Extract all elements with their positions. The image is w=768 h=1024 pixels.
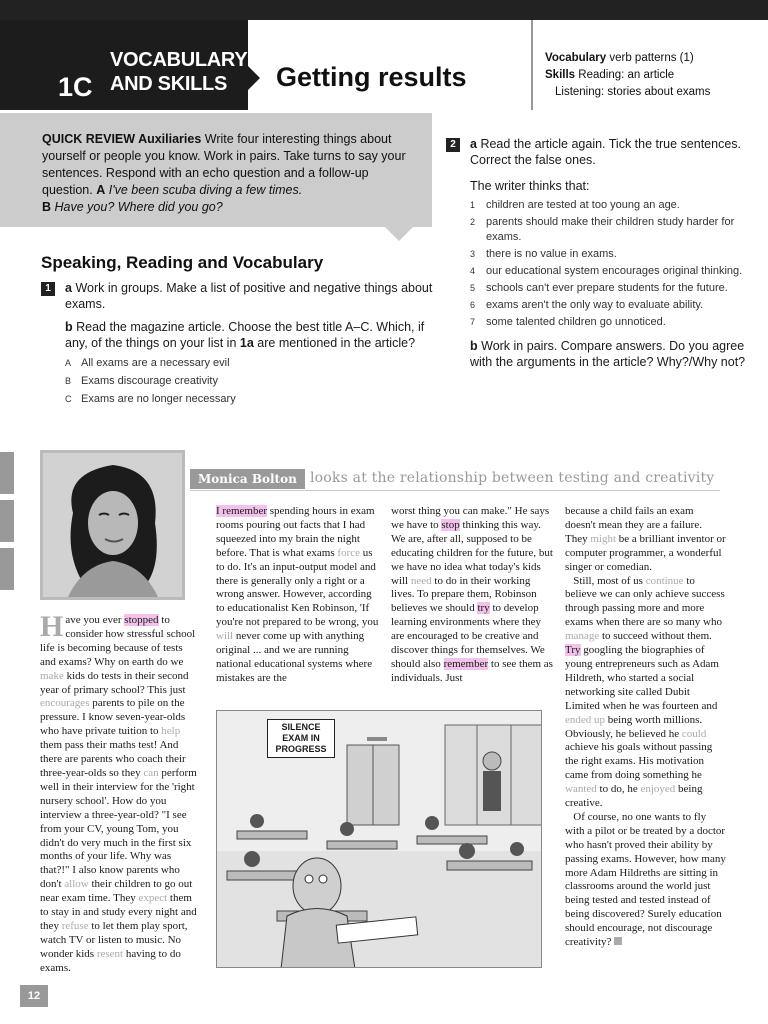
- lesson-number: 1C: [58, 72, 93, 102]
- key-verb: make: [40, 669, 64, 682]
- top-strip: [0, 0, 768, 20]
- quick-review-notch: [385, 227, 413, 241]
- key-verb: refuse: [61, 919, 89, 932]
- lesson-summary: Vocabulary verb patterns (1) Skills Reading: an article Listening: stories about exams: [545, 52, 711, 98]
- key-verb: resent: [96, 947, 124, 960]
- key-verb: need: [410, 574, 432, 587]
- article-column-2: I remember spending hours in exam rooms pouring out facts that I had squeezed into my brain the night before. That is what exams force us to do. It's an input-output model and there is generally only a right or a wrong answer. However, according to educationalist Ken Robinson, 'If you're not prepared to be wrong, you will never come up with anything original ... and we are running national educational systems where mistakes are the: [216, 505, 379, 684]
- list-item: 4 our educational system encourages original thinking.: [470, 265, 743, 277]
- classroom-illustration-icon: [217, 711, 542, 968]
- option-item: A All exams are a necessary evil: [65, 357, 230, 369]
- highlighted-word: stop: [441, 518, 460, 531]
- key-verb: might: [590, 532, 617, 545]
- option-item: C Exams are no longer necessary: [65, 393, 236, 405]
- author-name: Monica Bolton: [190, 469, 305, 489]
- exam-room-cartoon: [216, 710, 542, 968]
- article-subtitle: looks at the relationship between testing and creativity: [310, 470, 715, 486]
- lesson-name: VOCABULARY AND SKILLS: [110, 49, 248, 95]
- highlighted-word: remember: [443, 657, 489, 670]
- key-verb: could: [681, 727, 707, 740]
- side-tab: [0, 500, 14, 542]
- key-verb: encourages: [40, 697, 90, 710]
- highlighted-word: try: [477, 602, 490, 615]
- key-verb: allow: [64, 878, 89, 891]
- quick-review-box: QUICK REVIEW Auxiliaries Write four interesting things about yourself or people you know. Work in pairs. Take turns to say your sentences. Respond with an echo question and a follow-up question. A I've been scuba diving a few times. B Have you? Where did you go?: [0, 113, 432, 227]
- section-heading: Speaking, Reading and Vocabulary: [41, 253, 324, 272]
- title-options: [41, 354, 436, 408]
- list-item: 2 parents should make their children study harder for exams.: [470, 216, 735, 243]
- page-number: 12: [20, 985, 48, 1007]
- key-verb: will: [216, 630, 234, 643]
- exercise-number-1: 1: [41, 282, 55, 296]
- end-mark-icon: [614, 937, 622, 945]
- article-byline: [190, 467, 720, 491]
- exercise-number-2: 2: [446, 138, 460, 152]
- key-verb: ended up: [565, 713, 606, 726]
- key-verb: help: [161, 725, 181, 738]
- statement-list: [446, 198, 746, 330]
- highlighted-word: Try: [565, 644, 581, 657]
- list-item: 5 schools can't ever prepare students for the future.: [470, 282, 728, 294]
- lesson-header-block: [0, 20, 248, 110]
- author-photo: [40, 450, 185, 600]
- list-item: 3 there is no value in exams.: [470, 248, 617, 260]
- list-item: 6 exams aren't the only way to evaluate ability.: [470, 299, 704, 311]
- list-item: 7 some talented children go unnoticed.: [470, 316, 666, 328]
- article-column-3: worst thing you can make." He says we have to stop thinking this way. We are, after all, supposed to be educating children for the future, but we have no idea what today's kids will need to do in their working lives. To prepare them, Robinson believes we should try to develop learning environments where they are encouraged to be creative and discover things for themselves. We should also remember to see them as individuals. Just: [391, 505, 553, 684]
- page-title: Getting results: [276, 62, 467, 92]
- highlighted-word: I remember: [216, 505, 267, 517]
- key-verb: wanted: [565, 783, 597, 796]
- quick-review-text: Write four interesting things about yourself or people you know. Work in pairs. Take turns to say your sentences. Respond with an echo question and a follow-up question.: [42, 132, 406, 197]
- key-verb: expect: [138, 892, 168, 905]
- key-verb: continue: [645, 574, 684, 587]
- article-column-1: Have you ever stopped to consider how stressful school life is becoming because of tests and exams? Why on earth do we make kids do tests in their second year of primary school? This just encourages parents to pile on the pressure. I know seven-year-olds who have private tuition to help them pass their maths test! And there are parents who coach their three-year-olds so they can perform well in their interview for the 'right nursery school'. How do you interview a three-year-old? "I see from your CV, young Tom, you didn't do very much in the first six months of your life. Why was that?!" I also know parents who don't allow their children to go out near exam time. They expect them to stay in and study every night and they refuse to let them play sport, watch TV or listen to music. No wonder kids resent having to do exams.: [40, 610, 197, 974]
- option-item: B Exams discourage creativity: [65, 375, 218, 387]
- header-arrow-icon: [248, 66, 260, 90]
- exercise-1: 1 a Work in groups. Make a list of positive and negative things about exams. b Read the magazine article. Choose the best title A–C. Which, if any, of the things on your list in 1a are mentioned in the article? A All exams are a necessary evil B Exams discourage creativity C Exams are no longer necessary: [41, 280, 436, 408]
- silence-exam-sign: SILENCE EXAM IN PROGRESS: [267, 719, 335, 758]
- key-verb: force: [337, 546, 360, 559]
- highlighted-word: stopped: [124, 614, 159, 626]
- woman-portrait-icon: [43, 453, 182, 597]
- key-verb: manage: [565, 630, 600, 643]
- drop-cap: H: [40, 610, 64, 643]
- key-verb: can: [143, 766, 159, 779]
- key-verb: enjoyed: [640, 783, 676, 796]
- header-divider: [531, 20, 533, 110]
- side-tab: [0, 548, 14, 590]
- side-tab: [0, 452, 14, 494]
- quick-review-label: QUICK REVIEW Auxiliaries: [42, 132, 202, 146]
- article-column-4: because a child fails an exam doesn't mean they are a failure. They might be a brilliant inventor or computer programmer, a wonderful singer or comedian. Still, most of us continue to believe we can only achieve success through passing more and more exams when there are so many who manage to succeed without them. Try googling the biographies of young entrepreneurs such as Adam Hildreth, who started a social networking site called Dubit Limited when he was fourteen and ended up being worth millions. Obviously, he believed he could achieve his goals without passing the right exams. His motivation came from doing something he wanted to do, he enjoyed being creative. Of course, no one wants to fly with a pilot or be treated by a doctor who hasn't proved their ability by passing exams. However, how many more Adam Hildreths are sitting in classrooms around the world just being tested and tested instead of being discovered? Surely education should encourage, not discourage creativity?: [565, 505, 726, 949]
- exercise-2: 2 a Read the article again. Tick the true sentences. Correct the false ones. The writer thinks that: 1 children are tested at too young an age. 2 parents should make their children study harder for exams. 3 there is no value in exams. 4 our educational system encourages original thinking. 5 schools can't ever prepare students for the future. 6 exams aren't the only way to evaluate ability. 7 some talented children go unnoticed. b Work in pairs. Compare answers. Do you agree with the arguments in the article? Why?/Why not?: [446, 136, 746, 370]
- writer-thinks-intro: The writer thinks that:: [470, 179, 590, 193]
- side-tabs: [0, 452, 14, 596]
- list-item: 1 children are tested at too young an age.: [470, 199, 680, 211]
